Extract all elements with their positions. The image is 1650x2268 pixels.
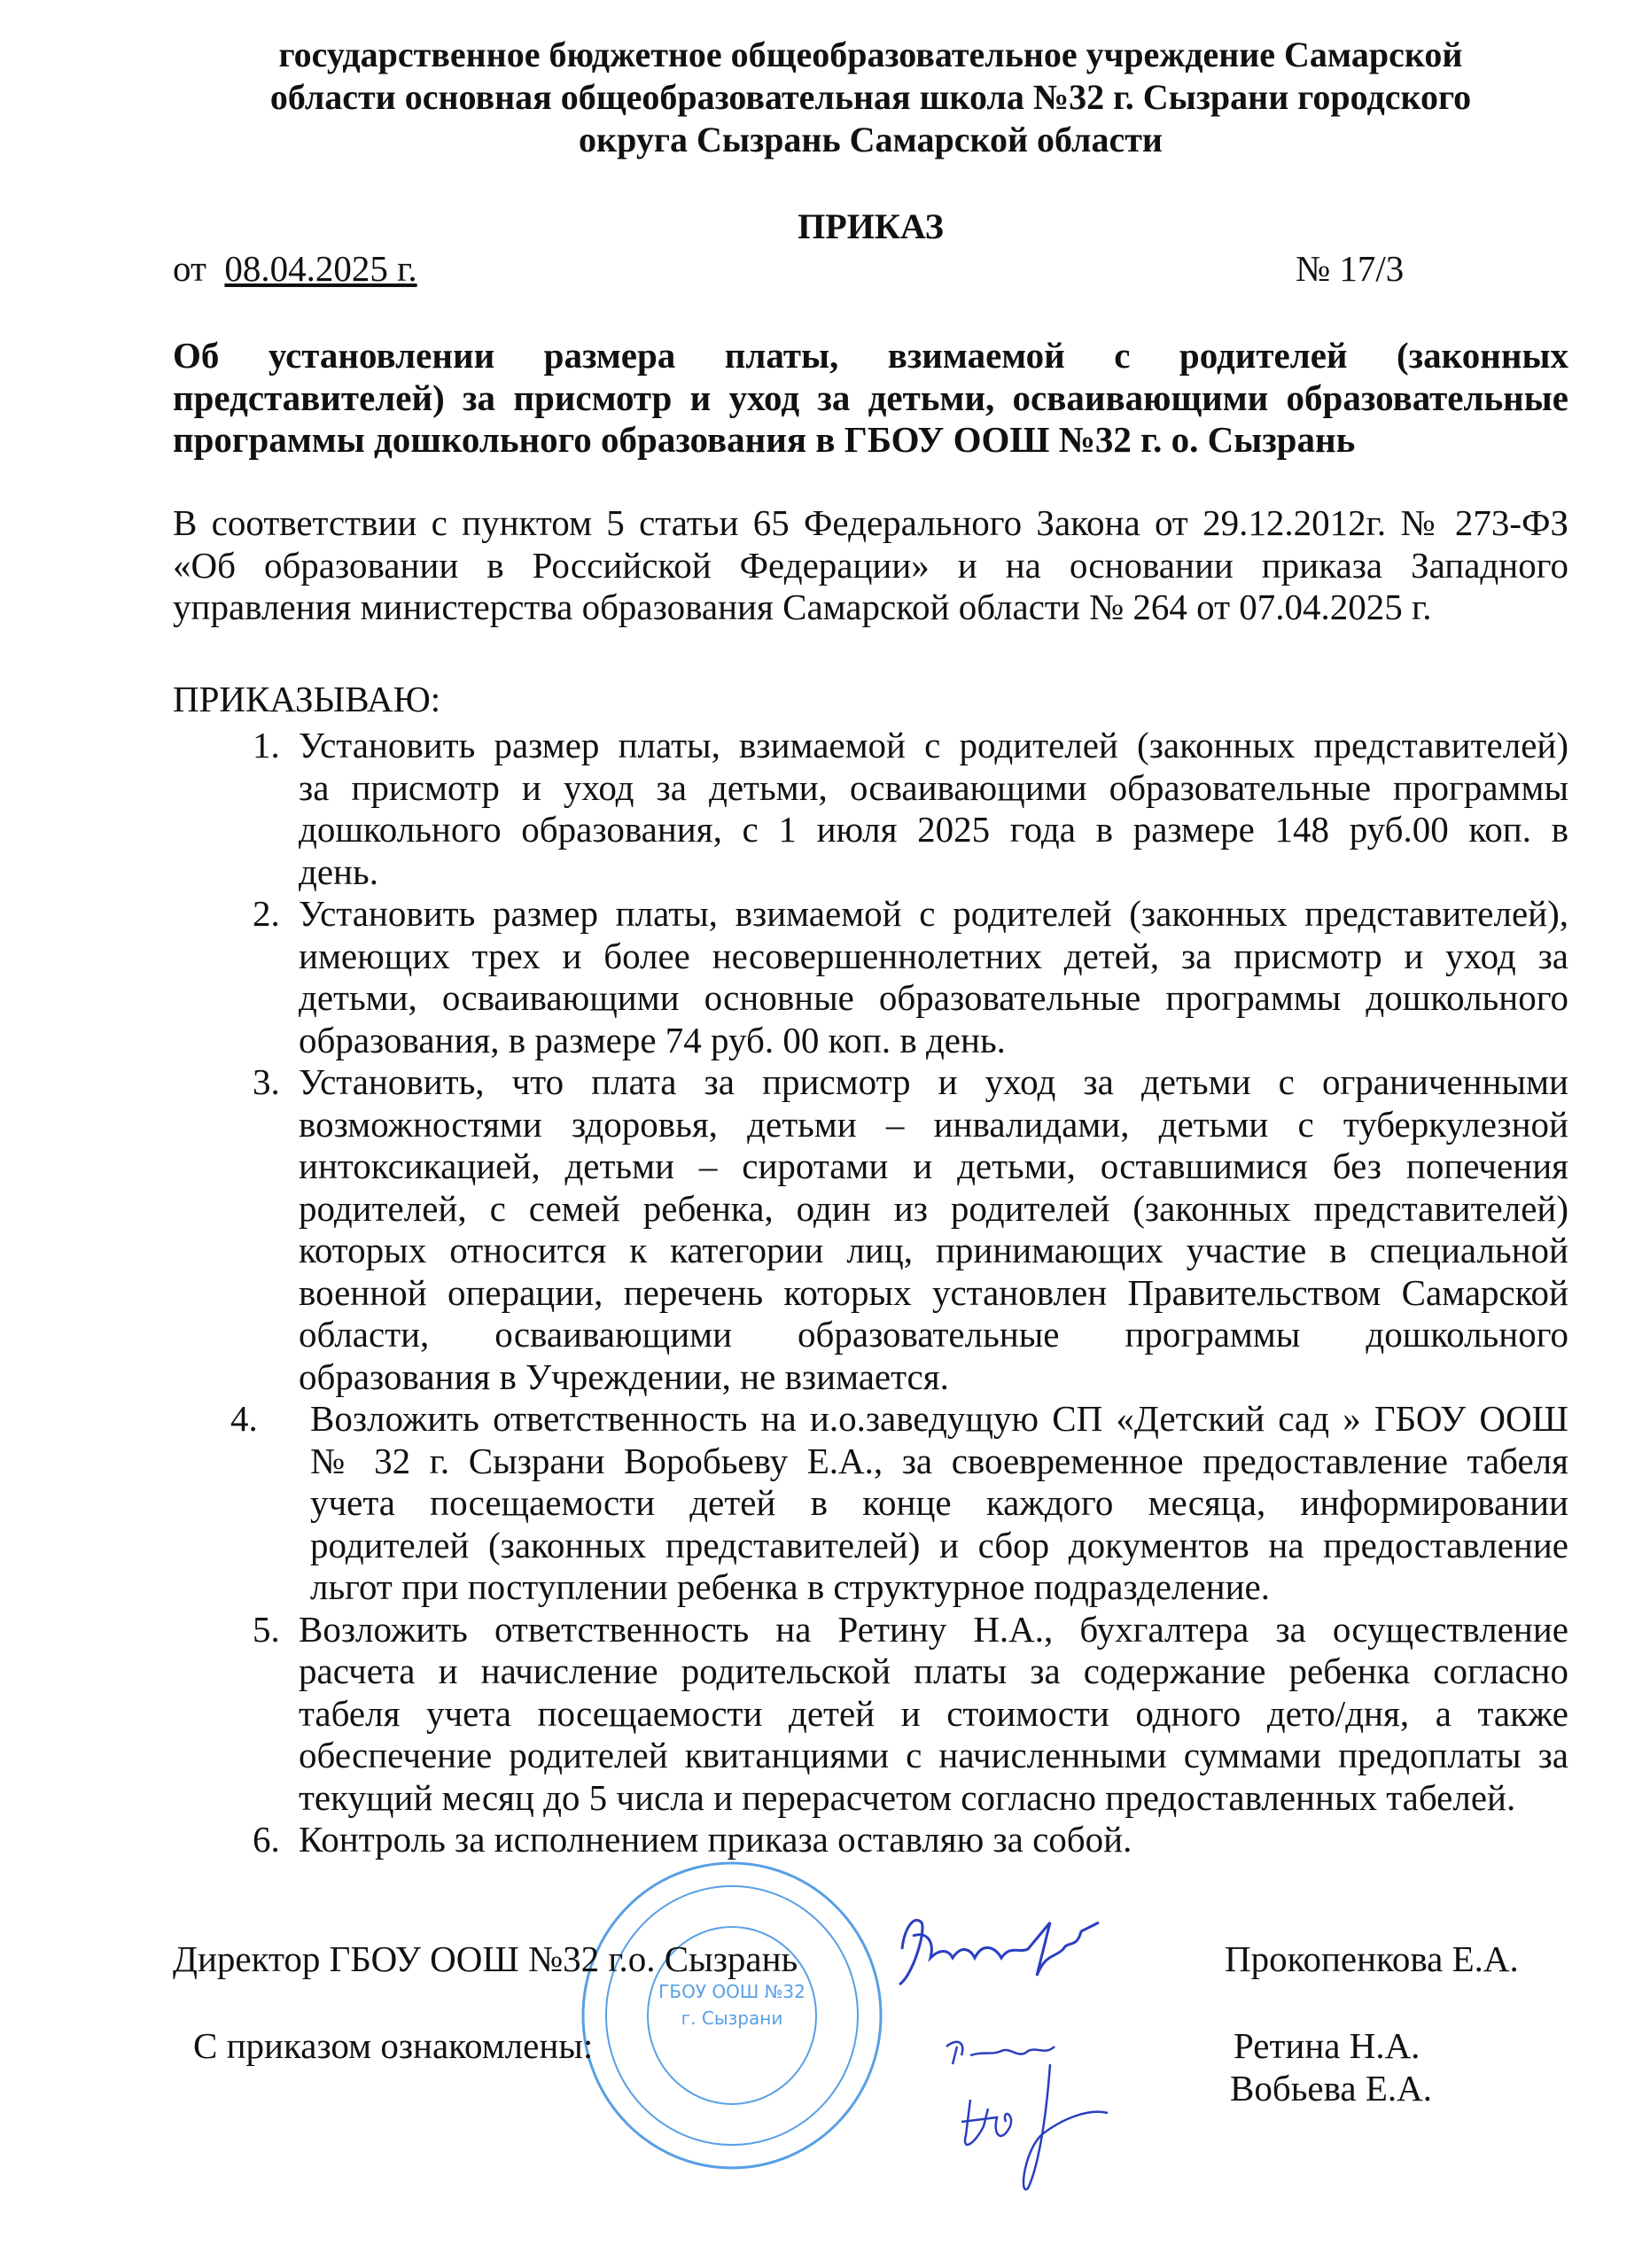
text-line: родителей (законных представителей) и сбор документов на предоставление — [310, 1524, 1568, 1565]
order-word: ПРИКАЗЫВАЮ: — [173, 679, 441, 719]
text-line: управления министерства образования Самарской области № 264 от 07.04.2025 г. — [173, 586, 1432, 627]
text-line: военной операции, перечень которых установлен Правительством Самарской — [299, 1271, 1568, 1313]
text-line: которых относится к категории лиц, принимающих участие в специальной — [299, 1230, 1568, 1270]
text-line: табеля учета посещаемости детей и стоимости одного дето/дня, а также — [299, 1692, 1568, 1734]
order-number: № 17/3 — [1296, 248, 1405, 289]
item-number: 5. — [253, 1608, 280, 1650]
text-line: обеспечение родителей квитанциями с начисленными суммами предоплаты за — [299, 1735, 1568, 1775]
text-line: «Об образовании в Российской Федерации» и на основании приказа Западного — [173, 544, 1568, 586]
document-type: ПРИКАЗ — [798, 206, 944, 246]
order-date: 08.04.2025 г. — [224, 248, 417, 289]
acknowledged-label: С приказом ознакомлены: — [193, 2025, 594, 2066]
svg-text:г. Сызрани: г. Сызрани — [681, 2008, 783, 2029]
text-line: представителей) за присмотр и уход за детьми, осваивающими образовательные — [173, 377, 1568, 418]
acknowledgement-signature-1 — [946, 2042, 1055, 2064]
text-line: возможностями здоровья, детьми – инвалидами, детьми с туберкулезной — [299, 1103, 1568, 1145]
org-name-line: округа Сызрань Самарской области — [579, 120, 1163, 159]
text-line: день. — [299, 850, 378, 892]
text-line: программы дошкольного образования в ГБОУ ООШ №32 г. о. Сызрань — [173, 419, 1356, 460]
text-line: льгот при поступлении ребенка в структурное подразделение. — [310, 1566, 1270, 1607]
svg-text:ГБОУ ООШ №32: ГБОУ ООШ №32 — [658, 1981, 806, 2002]
text-line: учета посещаемости детей в конце каждого месяца, информировании — [310, 1482, 1568, 1523]
text-line: № 32 г. Сызрани Воробьеву Е.А., за своевременное предоставление табеля — [310, 1440, 1568, 1481]
text-line: Установить размер платы, взимаемой с родителей (законных представителей) — [299, 725, 1568, 765]
text-line: имеющих трех и более несовершеннолетних детей, за присмотр и уход за — [299, 935, 1568, 976]
official-stamp — [583, 1863, 881, 2168]
text-line: Возложить ответственность на Ретину Н.А., бухгалтера за осуществление — [299, 1608, 1568, 1650]
text-line: Контроль за исполнением приказа оставляю за собой. — [299, 1819, 1132, 1860]
item-number: 3. — [253, 1061, 280, 1102]
text-line: Установить размер платы, взимаемой с родителей (законных представителей), — [299, 893, 1568, 934]
item-number: 1. — [253, 725, 280, 765]
acknowledged-name: Вобьева Е.А. — [1230, 2068, 1433, 2109]
director-name: Прокопенкова Е.А. — [1225, 1938, 1519, 1979]
item-number: 4. — [230, 1398, 258, 1439]
item-number: 2. — [253, 893, 280, 934]
acknowledged-name: Ретина Н.А. — [1234, 2025, 1420, 2066]
text-line: текущий месяц до 5 числа и перерасчетом согласно предоставленных табелей. — [299, 1776, 1516, 1818]
text-line: области, осваивающими образовательные программы дошкольного — [299, 1314, 1568, 1355]
text-line: образования в Учреждении, не взимается. — [299, 1355, 949, 1397]
text-line: В соответствии с пунктом 5 статьи 65 Федерального Закона от 29.12.2012г. № 273-ФЗ — [173, 502, 1568, 543]
director-title: Директор ГБОУ ООШ №32 г.о. Сызрань — [173, 1938, 798, 1979]
text-line: Возложить ответственность на и.о.заведущую СП «Детский сад » ГБОУ ООШ — [310, 1398, 1568, 1439]
text-line: родителей, с семей ребенка, один из родителей (законных представителей) — [299, 1187, 1568, 1229]
director-signature — [899, 1920, 1099, 1984]
date-prefix: от — [173, 248, 206, 289]
text-line: за присмотр и уход за детьми, осваивающими образовательные программы — [299, 766, 1568, 808]
text-line: Об установлении размера платы, взимаемой с родителей (законных — [173, 335, 1568, 376]
item-number: 6. — [253, 1819, 280, 1860]
text-line: Установить, что плата за присмотр и уход за детьми с ограниченными — [299, 1061, 1568, 1102]
text-line: интоксикацией, детьми – сиротами и детьми, оставшимися без попечения — [299, 1146, 1568, 1186]
text-line: образования, в размере 74 руб. 00 коп. в день. — [299, 1019, 1006, 1060]
org-name-line: области основная общеобразовательная школа №32 г. Сызрани городского — [269, 77, 1472, 117]
org-name-line: государственное бюджетное общеобразовательное учреждение Самарской — [278, 35, 1463, 74]
text-line: дошкольного образования, с 1 июля 2025 года в размере 148 руб.00 коп. в — [299, 809, 1568, 850]
text-line: детьми, осваивающими основные образовательные программы дошкольного — [299, 977, 1568, 1018]
text-line: расчета и начисление родительской платы за содержание ребенка согласно — [299, 1651, 1568, 1691]
acknowledgement-signature-2 — [961, 2064, 1108, 2189]
